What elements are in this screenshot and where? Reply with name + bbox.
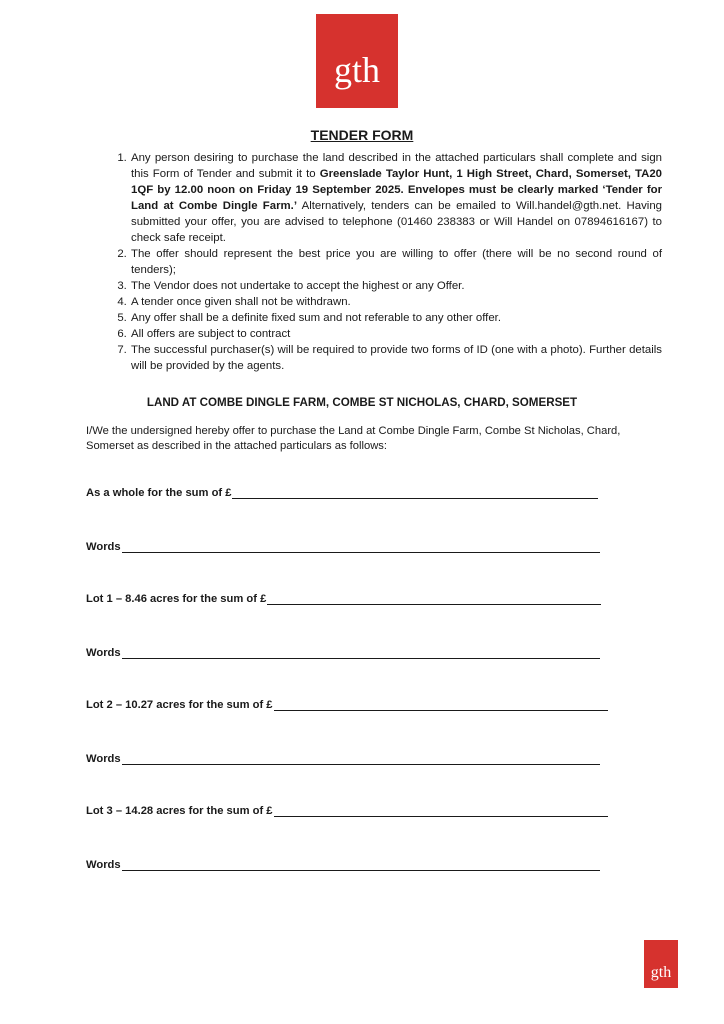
gth-logo bbox=[316, 14, 398, 108]
lot1-words-label: Words bbox=[86, 647, 121, 659]
condition-text: The successful purchaser(s) will be required to provide two forms of ID (one with a photo). Further details will be provided by the agents. bbox=[131, 344, 662, 372]
lot3-words-label: Words bbox=[86, 859, 121, 871]
condition-item bbox=[130, 294, 662, 310]
form-title: TENDER FORM bbox=[310, 127, 414, 143]
lot2-sum-label: Lot 2 – 10.27 acres for the sum of £ bbox=[86, 699, 273, 711]
condition-item bbox=[130, 342, 662, 374]
lot1-words-line[interactable] bbox=[122, 646, 600, 659]
whole-sum-label: As a whole for the sum of £ bbox=[86, 487, 232, 499]
lot1-words-field[interactable] bbox=[86, 646, 600, 659]
lot1-sum-field[interactable] bbox=[86, 592, 601, 605]
condition-item bbox=[130, 310, 662, 326]
land-heading: LAND AT COMBE DINGLE FARM, COMBE ST NICHOLAS, CHARD, SOMERSET bbox=[146, 396, 578, 409]
whole-sum-line[interactable] bbox=[232, 486, 598, 499]
lot2-words-line[interactable] bbox=[122, 752, 600, 765]
condition-item bbox=[130, 246, 662, 278]
condition-text-bold: Greenslade Taylor Hunt, 1 High Street, Chard, Somerset, TA20 1QF by 12.00 noon on Friday 19 September 2025. Envelopes must be clearly marked ‘Tender for Land at Combe Dingle Farm.’ bbox=[131, 168, 662, 212]
whole-words-field[interactable] bbox=[86, 540, 600, 553]
lot1-sum-label: Lot 1 – 8.46 acres for the sum of £ bbox=[86, 593, 267, 605]
condition-text: All offers are subject to contract bbox=[131, 328, 291, 340]
lot3-words-line[interactable] bbox=[122, 858, 600, 871]
whole-sum-field[interactable] bbox=[86, 486, 598, 499]
logo-text: gth bbox=[333, 50, 380, 90]
lot3-sum-field[interactable] bbox=[86, 804, 608, 817]
condition-text: Any offer shall be a definite fixed sum and not referable to any other offer. bbox=[131, 312, 502, 324]
condition-text: Any person desiring to purchase the land described in the attached particulars shall complete and sign this Form of Tender and submit it to bbox=[131, 152, 662, 180]
condition-text: Alternatively, tenders can be emailed to Will.handel@gth.net. Having submitted your offer, you are advised to telephone (01460 238383 or Will Handel on 07894616167) to check safe receipt. bbox=[131, 200, 662, 244]
lot3-sum-label: Lot 3 – 14.28 acres for the sum of £ bbox=[86, 805, 273, 817]
condition-text: A tender once given shall not be withdrawn. bbox=[131, 296, 351, 308]
conditions-list bbox=[102, 150, 662, 374]
lot2-sum-field[interactable] bbox=[86, 698, 608, 711]
logo-small-text: gth bbox=[650, 964, 672, 981]
lot2-sum-line[interactable] bbox=[274, 698, 608, 711]
gth-logo-small bbox=[644, 940, 678, 988]
lot2-words-field[interactable] bbox=[86, 752, 600, 765]
condition-text: The Vendor does not undertake to accept the highest or any Offer. bbox=[131, 280, 465, 292]
condition-text: The offer should represent the best price you are willing to offer (there will be no second round of tenders); bbox=[131, 248, 662, 276]
whole-words-line[interactable] bbox=[122, 540, 600, 553]
whole-words-label: Words bbox=[86, 541, 121, 553]
condition-item bbox=[130, 278, 662, 294]
condition-item bbox=[130, 150, 662, 246]
lot2-words-label: Words bbox=[86, 753, 121, 765]
lot3-words-field[interactable] bbox=[86, 858, 600, 871]
lot3-sum-line[interactable] bbox=[274, 804, 608, 817]
condition-item bbox=[130, 326, 662, 342]
offer-intro: I/We the undersigned hereby offer to purchase the Land at Combe Dingle Farm, Combe St Nicholas, Chard, Somerset as described in the attached particulars as follows: bbox=[86, 425, 621, 452]
lot1-sum-line[interactable] bbox=[267, 592, 601, 605]
